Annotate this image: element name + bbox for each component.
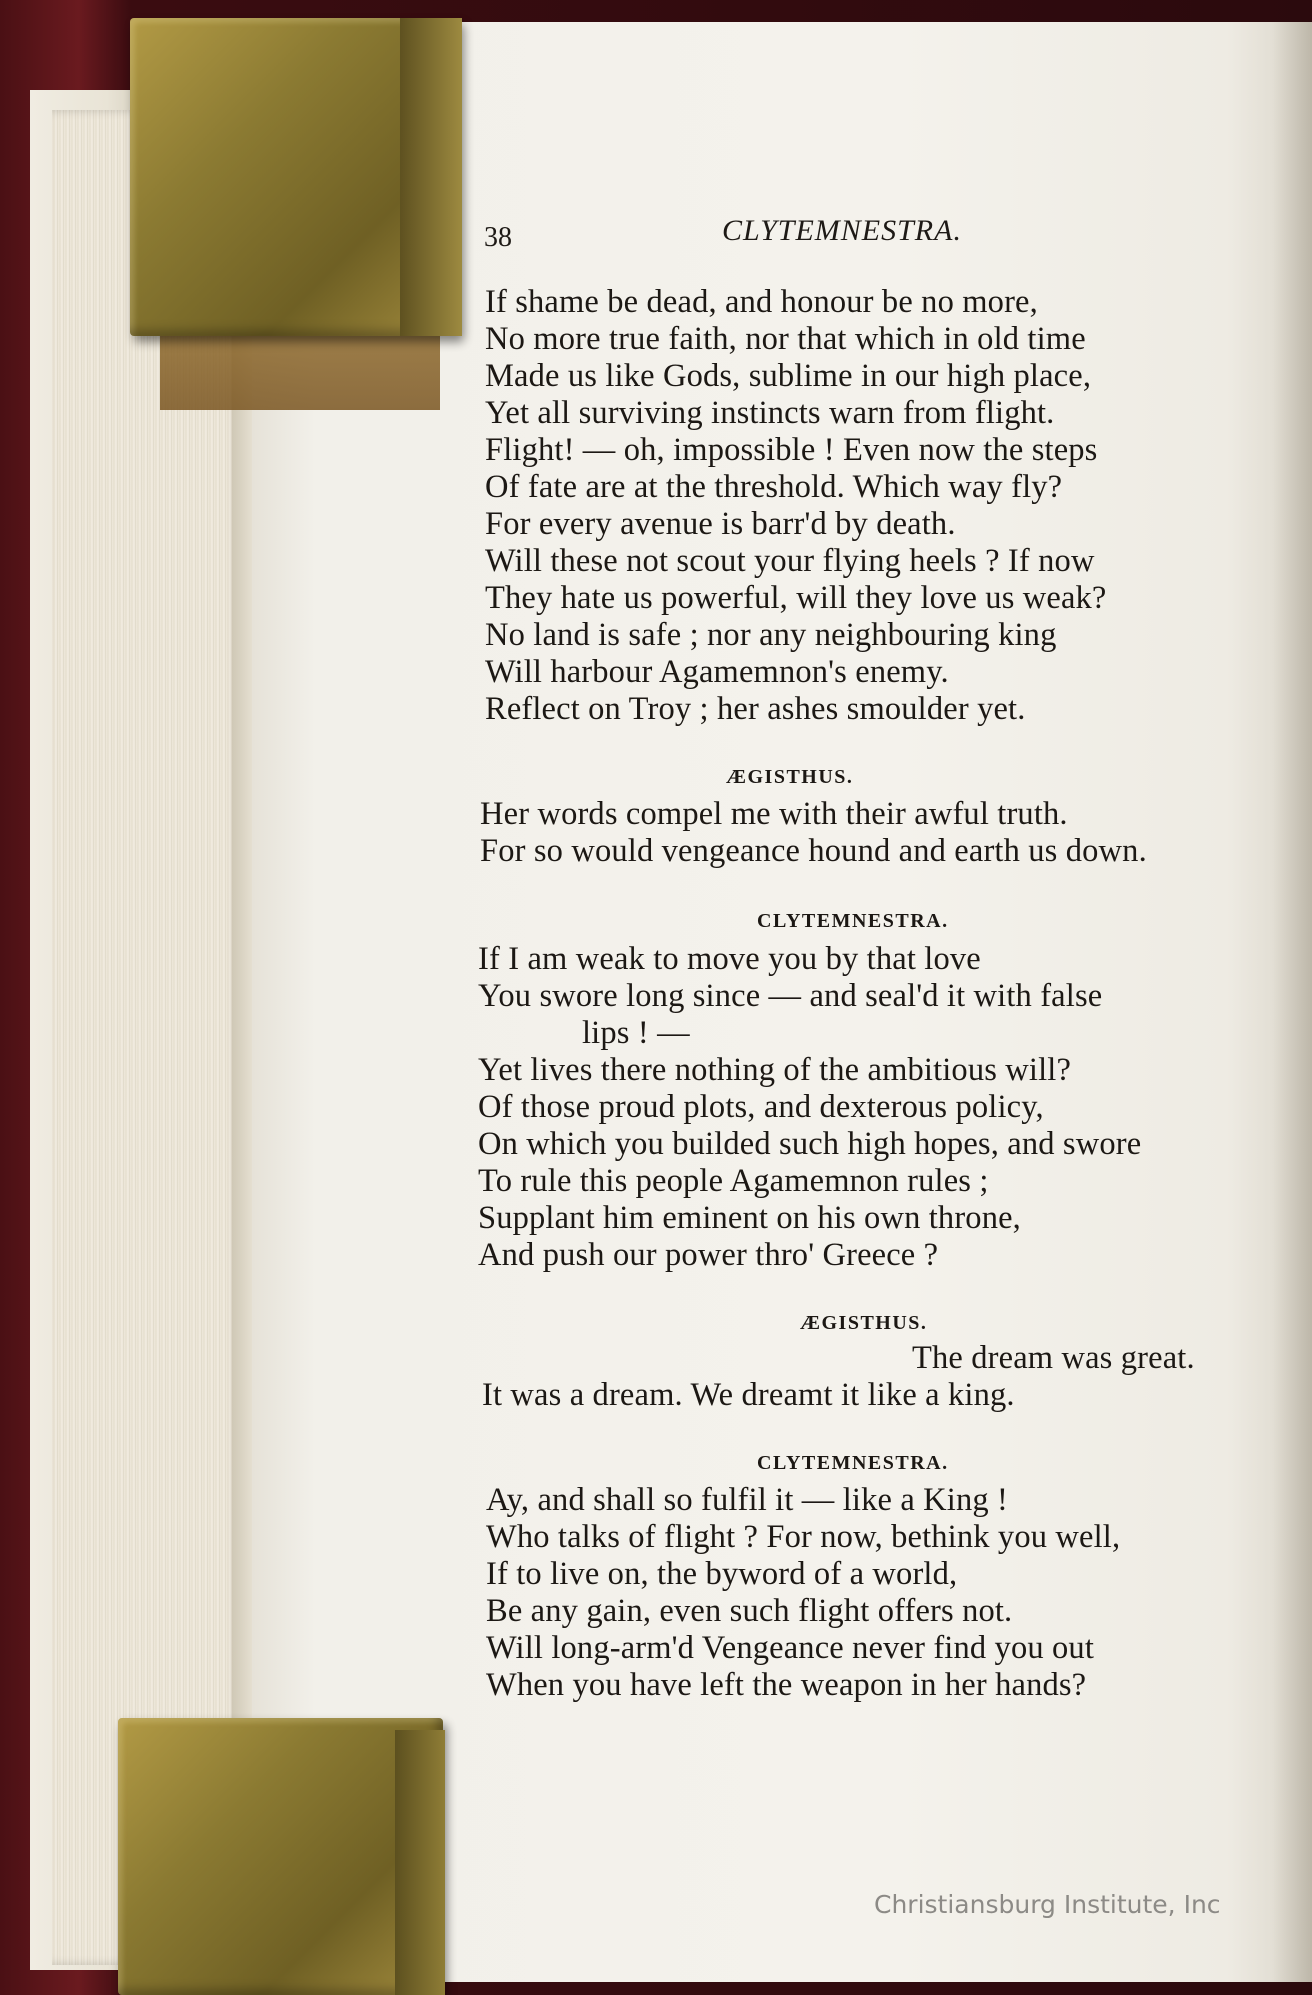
verse-line: When you have left the weapon in her hands? <box>486 1667 1087 1703</box>
verse-line: If to live on, the byword of a world, <box>486 1556 958 1592</box>
verse-line: Flight! — oh, impossible ! Even now the steps <box>485 432 1098 468</box>
verse-line: And push our power thro' Greece ? <box>478 1237 939 1273</box>
verse-line: Yet lives there nothing of the ambitious will? <box>478 1052 1072 1088</box>
speaker-name: ÆGISTHUS. <box>800 1312 928 1334</box>
verse-line: If I am weak to move you by that love <box>478 941 981 977</box>
verse-line: If shame be dead, and honour be no more, <box>485 284 1038 320</box>
verse-line: Of fate are at the threshold. Which way fly? <box>485 469 1063 505</box>
verse-line: On which you builded such high hopes, and swore <box>478 1126 1142 1162</box>
verse-line: For every avenue is barr'd by death. <box>485 506 956 542</box>
verse-line: Be any gain, even such flight offers not. <box>486 1593 1013 1629</box>
verse-line: lips ! — <box>582 1015 690 1051</box>
verse-line: Will harbour Agamemnon's enemy. <box>485 654 949 690</box>
verse-line: Reflect on Troy ; her ashes smoulder yet. <box>485 691 1026 727</box>
verse-line: Yet all surviving instincts warn from flight. <box>485 395 1055 431</box>
verse-line: No more true faith, nor that which in old time <box>485 321 1086 357</box>
watermark-text: Christiansburg Institute, Inc <box>874 1890 1221 1919</box>
verse-line: The dream was great. <box>912 1340 1195 1376</box>
speaker-name: CLYTEMNESTRA. <box>757 910 949 932</box>
verse-line: Of those proud plots, and dexterous policy, <box>478 1089 1044 1125</box>
speaker-name: CLYTEMNESTRA. <box>757 1452 949 1474</box>
verse-line: Ay, and shall so fulfil it — like a King ! <box>486 1482 1009 1518</box>
verse-line: Will long-arm'd Vengeance never find you out <box>486 1630 1095 1666</box>
page-number: 38 <box>484 222 512 253</box>
speaker-name: ÆGISTHUS. <box>726 766 854 788</box>
verse-line: For so would vengeance hound and earth us down. <box>480 833 1147 869</box>
verse-line: To rule this people Agamemnon rules ; <box>478 1163 989 1199</box>
verse-line: You swore long since — and seal'd it with false <box>478 978 1103 1014</box>
verse-line: They hate us powerful, will they love us weak? <box>485 580 1107 616</box>
verse-line: No land is safe ; nor any neighbouring king <box>485 617 1057 653</box>
verse-line: Made us like Gods, sublime in our high place, <box>485 358 1092 394</box>
verse-line: Supplant him eminent on his own throne, <box>478 1200 1021 1236</box>
running-head: CLYTEMNESTRA. <box>722 214 962 247</box>
verse-line: It was a dream. We dreamt it like a king. <box>482 1377 1015 1413</box>
verse-line: Who talks of flight ? For now, bethink you well, <box>486 1519 1121 1555</box>
verse-line: Will these not scout your flying heels ? If now <box>485 543 1095 579</box>
verse-line: Her words compel me with their awful truth. <box>480 796 1068 832</box>
